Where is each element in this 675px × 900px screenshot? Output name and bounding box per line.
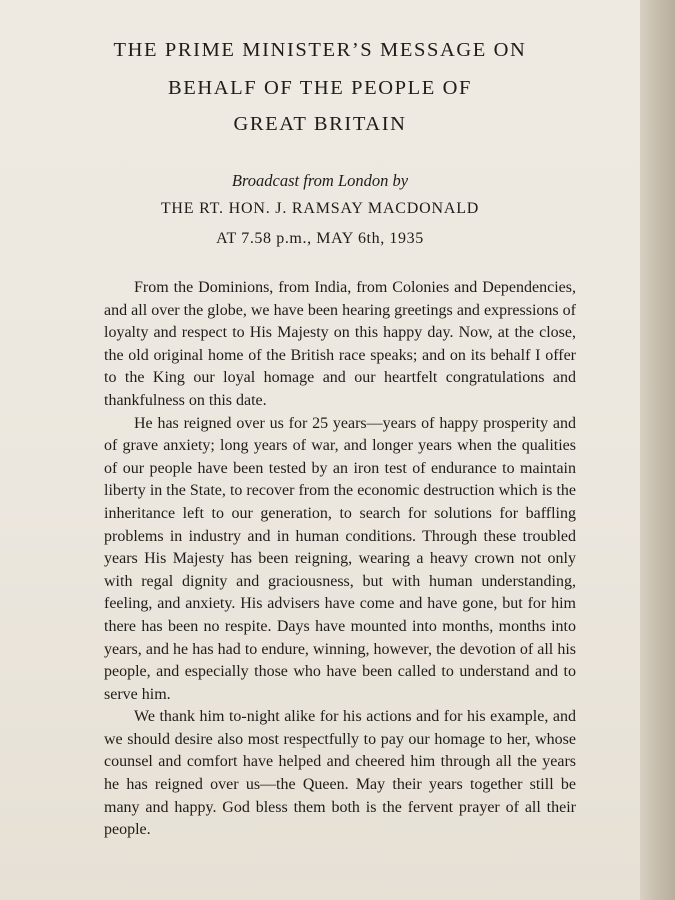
title-line-2: BEHALF OF THE PEOPLE OF <box>167 77 473 99</box>
speaker-line: THE RT. HON. J. RAMSAY MACDONALD <box>160 200 480 217</box>
title-line-3: GREAT BRITAIN <box>233 113 407 135</box>
paragraph-2: He has reigned over us for 25 years—years of happy prosperity and of grave anxiety; long years of war, and longer years when the qualities of our people have been tested by an iron test of endurance to maintain liberty in the State, to recover from the economic destruction which is the inheritance left to our generation, to search for solutions for baffling problems in industry and in human conditions. Through these troubled years His Majesty has been reigning, wearing a heavy crown not only with regal dignity and graciousness, but with human understanding, feeling, and anxiety. His advisers have come and have gone, but for him there has been no respite. Days have mounted into months, months into years, and he has had to endure, winning, however, the devotion of all his people, and especially those who have been called to understand and to serve him. <box>104 414 576 703</box>
title-line-1: THE PRIME MINISTER’S MESSAGE ON <box>113 39 527 61</box>
broadcast-line: Broadcast from London by <box>231 171 409 190</box>
page-edge <box>640 0 675 900</box>
message-body <box>104 277 576 842</box>
paragraph-3: We thank him to-night alike for his actions and for his example, and we should desire also most respectfully to pay our homage to her, whose counsel and comfort have helped and cheered him through all the years he has reigned over us—the Queen. May their years together still be many and happy. God bless them both is the fervent prayer of all their people. <box>104 708 576 839</box>
broadcast-time-line: AT 7.58 p.m., MAY 6th, 1935 <box>216 230 424 247</box>
paragraph-1: From the Dominions, from India, from Colonies and Dependencies, and all over the globe, we have been hearing greetings and expressions of loyalty and respect to His Majesty on this happy day. Now, at the close, the old original home of the British race speaks; and on its behalf I offer to the King our loyal homage and our heartfelt congratulations and thankfulness on this date. <box>104 279 576 409</box>
